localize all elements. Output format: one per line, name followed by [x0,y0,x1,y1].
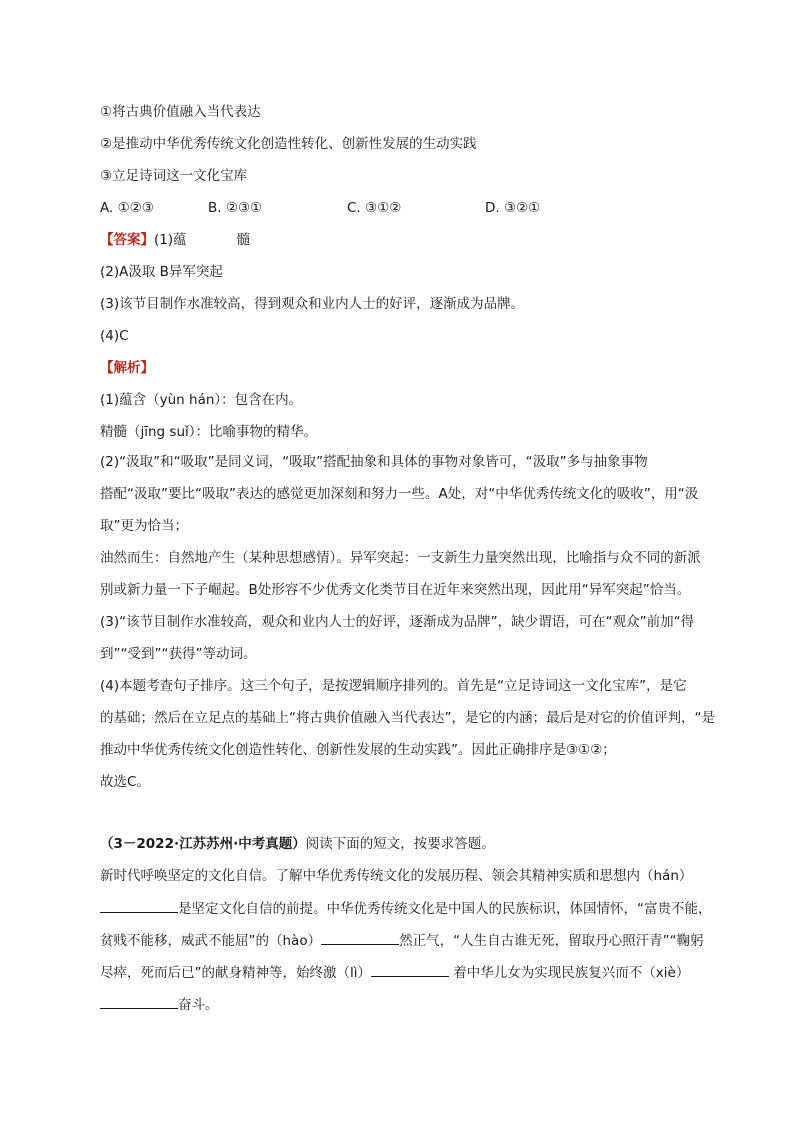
passage-line-1: 新时代呼唤坚定的文化自信。了解中华优秀传统文化的发展历程、领会其精神实质和思想内（hán） [100,868,693,884]
question-statement-2: ②是推动中华优秀传统文化创造性转化、创新性发展的生动实践 [100,136,477,152]
option-d: D. ③②① [485,200,541,216]
answer-item-1b: 髓 [236,232,251,248]
blank-3[interactable] [371,962,449,977]
answer-item-1a: (1)蕴 [154,232,187,248]
analysis-label: 【解析】 [100,360,154,376]
answer-line-1 [100,230,250,250]
question-statement-3: ③立足诗词这一文化宝库 [100,168,248,184]
analysis-line-11: 的基础；然后在立足点的基础上“将古典价值融入当代表达”，是它的内涵；最后是对它的价值评判，“是 [100,710,715,726]
blank-4[interactable] [100,994,178,1009]
analysis-line-8: (3)“该节目制作水准较高，观众和业内人士的好评，逐渐成为品牌”，缺少谓语，可在“观众”前加“得 [100,614,695,630]
passage-text-5: 奋斗。 [178,997,219,1013]
answer-label: 【答案】 [100,232,154,248]
passage-text-3b: 然正气，“人生自古谁无死，留取丹心照汗青”“鞠躬 [399,933,704,949]
passage-line-2 [100,898,712,919]
analysis-line-3: (2)“汲取”和“吸取”是同义词，“吸取”搭配抽象和具体的事物对象皆可，“汲取”多与抽象事物 [100,454,648,470]
question-source: （3－2022·江苏苏州·中考真题） [100,836,306,852]
option-a: A. ①②③ [100,200,154,216]
option-c: C. ③①② [347,200,402,216]
analysis-line-7: 别或新力量一下子崛起。B处形容不少优秀文化类节目在近年来突然出现，因此用“异军突起”恰当。 [100,582,691,598]
passage-text-4a: 尽瘁，死而后已”的献身精神等，始终激（lì） [100,965,371,981]
blank-1[interactable] [100,898,178,913]
passage-text-4b: 着中华儿女为实现民族复兴而不（xiè） [449,965,690,981]
answer-line-4: (4)C [100,328,129,344]
blank-2[interactable] [321,930,399,945]
question-3-header [100,834,495,854]
analysis-line-2: 精髓（jīng suǐ）：比喻事物的精华。 [100,424,318,440]
question-statement-1: ①将古典价值融入当代表达 [100,104,261,120]
passage-text-3a: 贫贱不能移，威武不能屈”的（hào） [100,933,322,949]
analysis-line-5: 取”更为恰当； [100,518,188,534]
passage-line-3 [100,930,704,951]
answer-line-2: (2)A汲取 B异军突起 [100,264,223,280]
question-instruction: 阅读下面的短文，按要求答题。 [305,836,495,852]
analysis-line-13: 故选C。 [100,774,150,790]
analysis-line-4: 搭配“汲取”要比“吸取”表达的感觉更加深刻和努力一些。A处，对“中华优秀传统文化的吸收”，用“汲 [100,486,699,502]
answer-line-3: (3)该节目制作水准较高，得到观众和业内人士的好评，逐渐成为品牌。 [100,296,525,312]
analysis-line-12: 推动中华优秀传统文化创造性转化、创新性发展的生动实践”。因此正确排序是③①②； [100,742,616,758]
analysis-line-10: (4)本题考查句子排序。这三个句子，是按逻辑顺序排列的。首先是“立足诗词这一文化宝库”，是它 [100,678,687,694]
passage-line-5 [100,994,219,1015]
analysis-line-9: 到”“受到”“获得”等动词。 [100,646,257,662]
passage-text-2: 是坚定文化自信的前提。中华优秀传统文化是中国人的民族标识，体国情怀，“富贵不能， [178,901,712,917]
option-b: B. ②③① [208,200,263,216]
analysis-line-1: (1)蕴含（yùn hán）：包含在内。 [100,392,303,408]
options-row [100,198,600,218]
analysis-line-6: 油然而生：自然地产生（某种思想感情）。异军突起：一支新生力量突然出现，比喻指与众不同的新派 [100,550,701,566]
passage-line-4 [100,962,689,983]
